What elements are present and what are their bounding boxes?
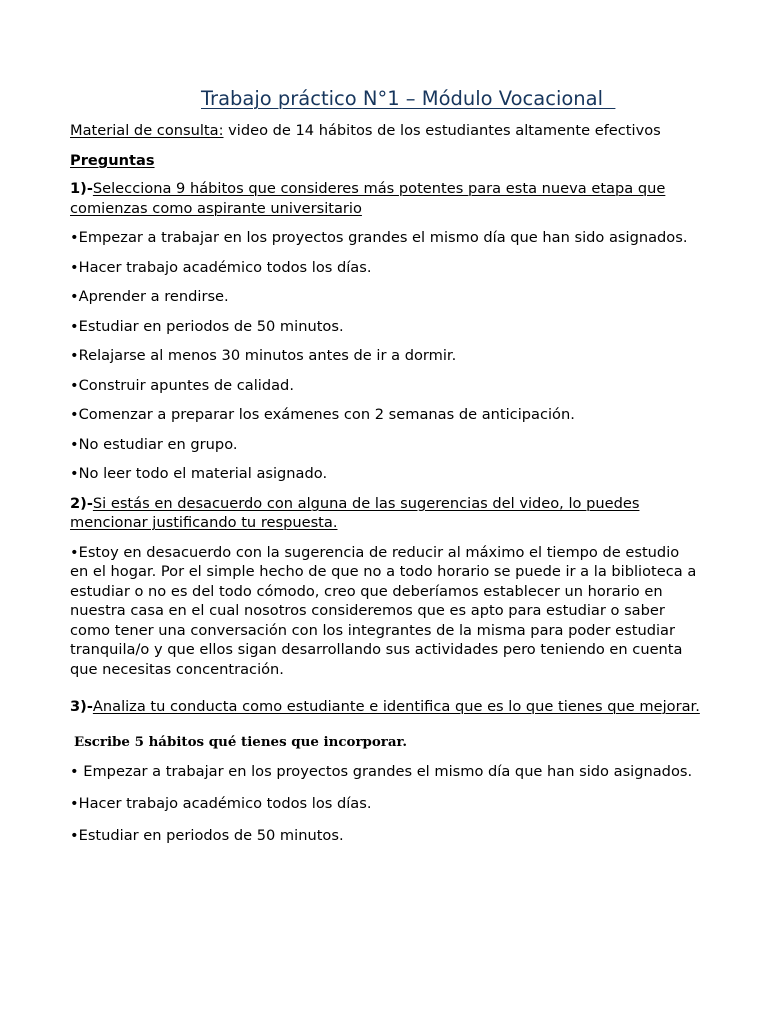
list-item: • Empezar a trabajar en los proyectos grandes el mismo día que han sido asignados. — [70, 762, 693, 780]
list-item: •Aprender a rendirse. — [70, 288, 229, 305]
question-2-answer: •Estoy en desacuerdo con la sugerencia de reducir al máximo el tiempo de estudio en el hogar. Por el simple hecho de que no a todo horario se puede ir a la biblioteca a estudiar o no es del todo cómodo, creo que deberíamos establecer un horario en nuestra casa en el cual nosotros consideremos que es apto para estudiar o saber como tener una conversación con los integrantes de la misma para poder estudiar tranquila/o y que ellos sigan desarrollando sus actividades pero teniendo en cuenta que necesitas concentración. — [70, 543, 697, 678]
material-de-consulta — [70, 121, 700, 141]
list-item: •Estudiar en periodos de 50 minutos. — [70, 826, 344, 844]
question-3 — [70, 697, 700, 717]
material-label: Material de consulta: — [70, 122, 224, 139]
material-text: video de 14 hábitos de los estudiantes altamente efectivos — [223, 122, 661, 139]
question-1-number: 1)- — [70, 180, 93, 197]
question-1 — [70, 179, 700, 218]
list-item: •Empezar a trabajar en los proyectos grandes el mismo día que han sido asignados. — [70, 229, 688, 246]
question-3-instruction: Escribe 5 hábitos qué tienes que incorporar. — [74, 733, 408, 750]
preguntas-heading: Preguntas — [70, 151, 155, 169]
list-item: •Construir apuntes de calidad. — [70, 376, 294, 394]
question-3-number: 3)- — [70, 698, 93, 715]
question-2-text: Si estás en desacuerdo con alguna de las sugerencias del video, lo puedes mencionar justificando tu respuesta. — [70, 494, 640, 531]
list-item: •Comenzar a preparar los exámenes con 2 semanas de anticipación. — [70, 406, 575, 423]
question-2-number: 2)- — [70, 494, 93, 512]
document-page — [70, 86, 700, 859]
list-item: •Estudiar en periodos de 50 minutos. — [70, 317, 344, 335]
document-title: Trabajo práctico N°1 – Módulo Vocacional — [201, 87, 616, 110]
list-item: •Relajarse al menos 30 minutos antes de ir a dormir. — [70, 347, 457, 364]
question-1-text: Selecciona 9 hábitos que consideres más potentes para esta nueva etapa que comienzas como aspirante universitario — [70, 180, 666, 217]
list-item: •Hacer trabajo académico todos los días. — [70, 794, 372, 812]
question-2 — [70, 494, 700, 533]
list-item: •Hacer trabajo académico todos los días. — [70, 258, 372, 276]
question-3-text: Analiza tu conducta como estudiante e identifica que es lo que tienes que mejorar. — [92, 698, 700, 715]
list-item: •No leer todo el material asignado. — [70, 465, 328, 482]
list-item: •No estudiar en grupo. — [70, 435, 238, 453]
